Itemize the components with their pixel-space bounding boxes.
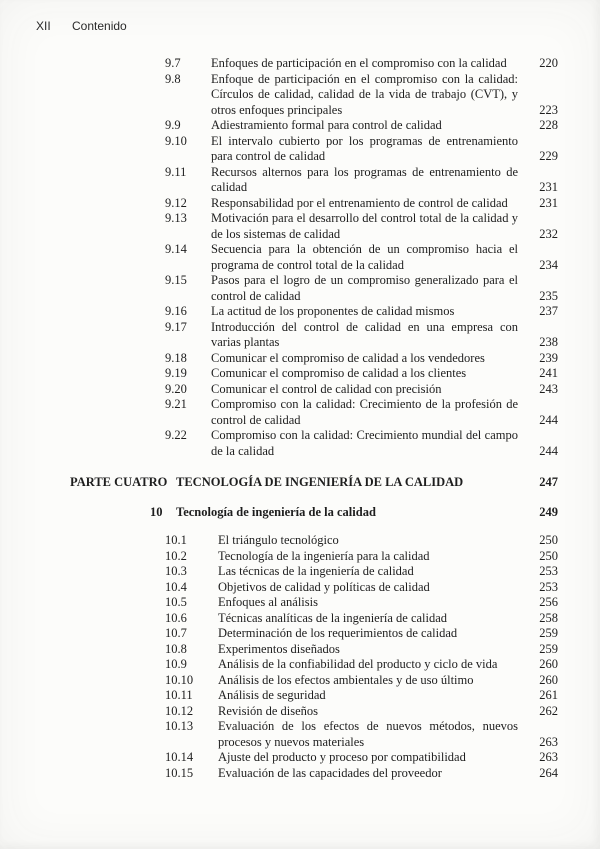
- toc-entry-row: [165, 766, 558, 782]
- toc-entry-row: [165, 688, 558, 704]
- entry-number: 9.16: [165, 304, 187, 318]
- chapter-page-number: 249: [539, 504, 558, 519]
- entry-page-number: 229: [539, 149, 558, 163]
- entry-title: Análisis de seguridad: [218, 688, 326, 702]
- entry-title: Compromiso con la calidad: Crecimiento mundial del campo de la calidad: [211, 428, 518, 458]
- entry-page-number: 250: [539, 548, 558, 563]
- part-heading-row: [70, 475, 558, 491]
- entry-title: Introducción del control de calidad en una empresa con varias plantas: [211, 319, 518, 349]
- entry-number: 10.8: [165, 641, 187, 656]
- entry-title: Técnicas analíticas de la ingeniería de calidad: [218, 610, 448, 625]
- toc-entry-row: [165, 134, 558, 165]
- entry-title: Responsabilidad por el entrenamiento de control de calidad: [211, 195, 508, 210]
- chapter9-entries: [0, 56, 600, 459]
- entry-page-number: 264: [539, 765, 558, 780]
- entry-number: 9.15: [165, 273, 187, 287]
- part-title: TECNOLOGÍA DE INGENIERÍA DE LA CALIDAD: [176, 475, 464, 489]
- entry-page-number: 263: [539, 734, 558, 749]
- page-header-title: Contenido: [72, 19, 127, 33]
- entry-number: 9.12: [165, 195, 187, 210]
- entry-title: Análisis de la confiabilidad del producto y ciclo de vida: [218, 657, 498, 671]
- toc-entry-row: [165, 428, 558, 459]
- entry-number: 9.10: [165, 133, 187, 148]
- entry-title: Enfoques de participación en el compromiso con la calidad: [211, 56, 507, 70]
- entry-page-number: 261: [539, 688, 558, 702]
- entry-title: Comunicar el compromiso de calidad a los vendedores: [211, 350, 485, 365]
- entry-title: Objetivos de calidad y políticas de calidad: [218, 579, 430, 594]
- entry-number: 9.11: [165, 164, 187, 179]
- entry-page-number: 239: [539, 350, 558, 365]
- toc-entry-row: [165, 56, 558, 72]
- entry-number: 10.9: [165, 657, 187, 671]
- running-head: [36, 19, 127, 35]
- toc-entry-row: [165, 626, 558, 642]
- chapter10-entries: [0, 533, 600, 781]
- chapter10-heading-row: [150, 505, 558, 521]
- toc-entry-row: [165, 273, 558, 304]
- entry-page-number: 250: [539, 533, 558, 547]
- entry-page-number: 228: [539, 118, 558, 132]
- entry-title: Evaluación de las capacidades del proveedor: [218, 765, 442, 780]
- entry-page-number: 256: [539, 595, 558, 609]
- chapter-title: Tecnología de ingeniería de la calidad: [176, 504, 376, 519]
- toc-entry-row: [165, 564, 558, 580]
- entry-number: 9.9: [165, 118, 181, 132]
- entry-number: 9.17: [165, 319, 187, 334]
- entry-page-number: 260: [539, 657, 558, 671]
- entry-title: Determinación de los requerimientos de calidad: [218, 626, 458, 640]
- entry-page-number: 220: [539, 56, 558, 70]
- entry-number: 9.14: [165, 242, 187, 256]
- toc-entry-row: [165, 382, 558, 398]
- entry-number: 9.21: [165, 397, 187, 411]
- toc-body: [0, 56, 600, 781]
- toc-entry-row: [165, 611, 558, 627]
- entry-page-number: 259: [539, 626, 558, 640]
- toc-entry-row: [165, 642, 558, 658]
- entry-page-number: 253: [539, 579, 558, 594]
- entry-title: Motivación para el desarrollo del control total de la calidad y de los sistemas de calidad: [211, 211, 518, 241]
- toc-entry-row: [165, 72, 558, 119]
- entry-title: Enfoque de participación en el compromiso con la calidad: Círculos de calidad, calidad de la vida de trabajo (CVT), y otros enfoques principales: [211, 71, 518, 117]
- entry-title: El triángulo tecnológico: [218, 533, 339, 547]
- part-page-number: 247: [539, 475, 558, 489]
- entry-title: Recursos alternos para los programas de entrenamiento de calidad: [211, 164, 518, 194]
- entry-title: Experimentos diseñados: [218, 641, 340, 656]
- entry-number: 9.18: [165, 350, 187, 365]
- entry-number: 10.11: [165, 688, 193, 702]
- entry-page-number: 253: [539, 564, 558, 578]
- entry-title: Adiestramiento formal para control de calidad: [211, 118, 442, 132]
- entry-title: Comunicar el control de calidad con precisión: [211, 381, 442, 396]
- entry-page-number: 223: [539, 102, 558, 117]
- entry-number: 9.20: [165, 381, 187, 396]
- toc-entry-row: [165, 351, 558, 367]
- part-label: PARTE CUATRO: [70, 475, 168, 489]
- entry-number: 10.14: [165, 750, 194, 764]
- toc-entry-row: [165, 165, 558, 196]
- entry-page-number: 232: [539, 226, 558, 241]
- toc-entry-row: [165, 704, 558, 720]
- entry-title: La actitud de los proponentes de calidad mismos: [211, 304, 455, 318]
- entry-number: 10.10: [165, 672, 194, 687]
- entry-number: 9.19: [165, 366, 187, 380]
- toc-entry-row: [165, 657, 558, 673]
- entry-number: 9.22: [165, 428, 187, 442]
- entry-title: Tecnología de la ingeniería para la calidad: [218, 548, 430, 563]
- entry-number: 10.13: [165, 719, 194, 733]
- toc-entry-row: [165, 750, 558, 766]
- entry-number: 10.15: [165, 765, 194, 780]
- toc-entry-row: [165, 320, 558, 351]
- entry-page-number: 237: [539, 304, 558, 318]
- toc-entry-row: [165, 719, 558, 750]
- entry-page-number: 259: [539, 641, 558, 656]
- entry-page-number: 231: [539, 180, 558, 194]
- entry-title: Pasos para el logro de un compromiso generalizado para el control de calidad: [211, 273, 518, 303]
- entry-page-number: 235: [539, 288, 558, 303]
- entry-title: Compromiso con la calidad: Crecimiento de la profesión de control de calidad: [211, 397, 518, 427]
- toc-entry-row: [165, 549, 558, 565]
- entry-number: 10.12: [165, 703, 194, 718]
- toc-entry-row: [165, 196, 558, 212]
- toc-entry-row: [165, 397, 558, 428]
- entry-page-number: 238: [539, 335, 558, 349]
- entry-title: Revisión de diseños: [218, 703, 318, 718]
- entry-title: Comunicar el compromiso de calidad a los clientes: [211, 366, 467, 380]
- entry-title: Las técnicas de la ingeniería de calidad: [218, 564, 414, 578]
- toc-entry-row: [165, 242, 558, 273]
- entry-title: Ajuste del producto y proceso por compatibilidad: [218, 750, 466, 764]
- entry-page-number: 263: [539, 750, 558, 764]
- entry-number: 10.7: [165, 626, 187, 640]
- entry-number: 10.3: [165, 564, 187, 578]
- entry-number: 10.1: [165, 533, 187, 547]
- toc-entry-row: [165, 304, 558, 320]
- entry-page-number: 260: [539, 672, 558, 687]
- toc-entry-row: [165, 595, 558, 611]
- toc-entry-row: [165, 673, 558, 689]
- page-folio: XII: [36, 19, 51, 33]
- entry-number: 9.7: [165, 56, 181, 70]
- toc-entry-row: [165, 533, 558, 549]
- entry-number: 10.4: [165, 579, 187, 594]
- entry-number: 9.13: [165, 211, 187, 225]
- chapter-number: 10: [150, 504, 163, 519]
- entry-title: Secuencia para la obtención de un compromiso hacia el programa de control total de la calidad: [211, 242, 518, 272]
- toc-entry-row: [165, 366, 558, 382]
- entry-number: 10.6: [165, 610, 187, 625]
- entry-title: Enfoques al análisis: [218, 595, 318, 609]
- entry-page-number: 243: [539, 381, 558, 396]
- entry-page-number: 241: [539, 366, 558, 380]
- entry-number: 10.5: [165, 595, 187, 609]
- entry-page-number: 231: [539, 195, 558, 210]
- entry-page-number: 244: [539, 412, 558, 427]
- entry-number: 9.8: [165, 71, 181, 86]
- entry-page-number: 258: [539, 610, 558, 625]
- toc-entry-row: [165, 580, 558, 596]
- entry-title: Análisis de los efectos ambientales y de uso último: [218, 672, 474, 687]
- toc-entry-row: [165, 118, 558, 134]
- entry-title: El intervalo cubierto por los programas de entrenamiento para control de calidad: [211, 133, 518, 163]
- toc-entry-row: [165, 211, 558, 242]
- entry-number: 10.2: [165, 548, 187, 563]
- entry-page-number: 234: [539, 257, 558, 272]
- entry-title: Evaluación de los efectos de nuevos métodos, nuevos procesos y nuevos materiales: [218, 719, 518, 749]
- entry-page-number: 244: [539, 443, 558, 458]
- entry-page-number: 262: [539, 703, 558, 718]
